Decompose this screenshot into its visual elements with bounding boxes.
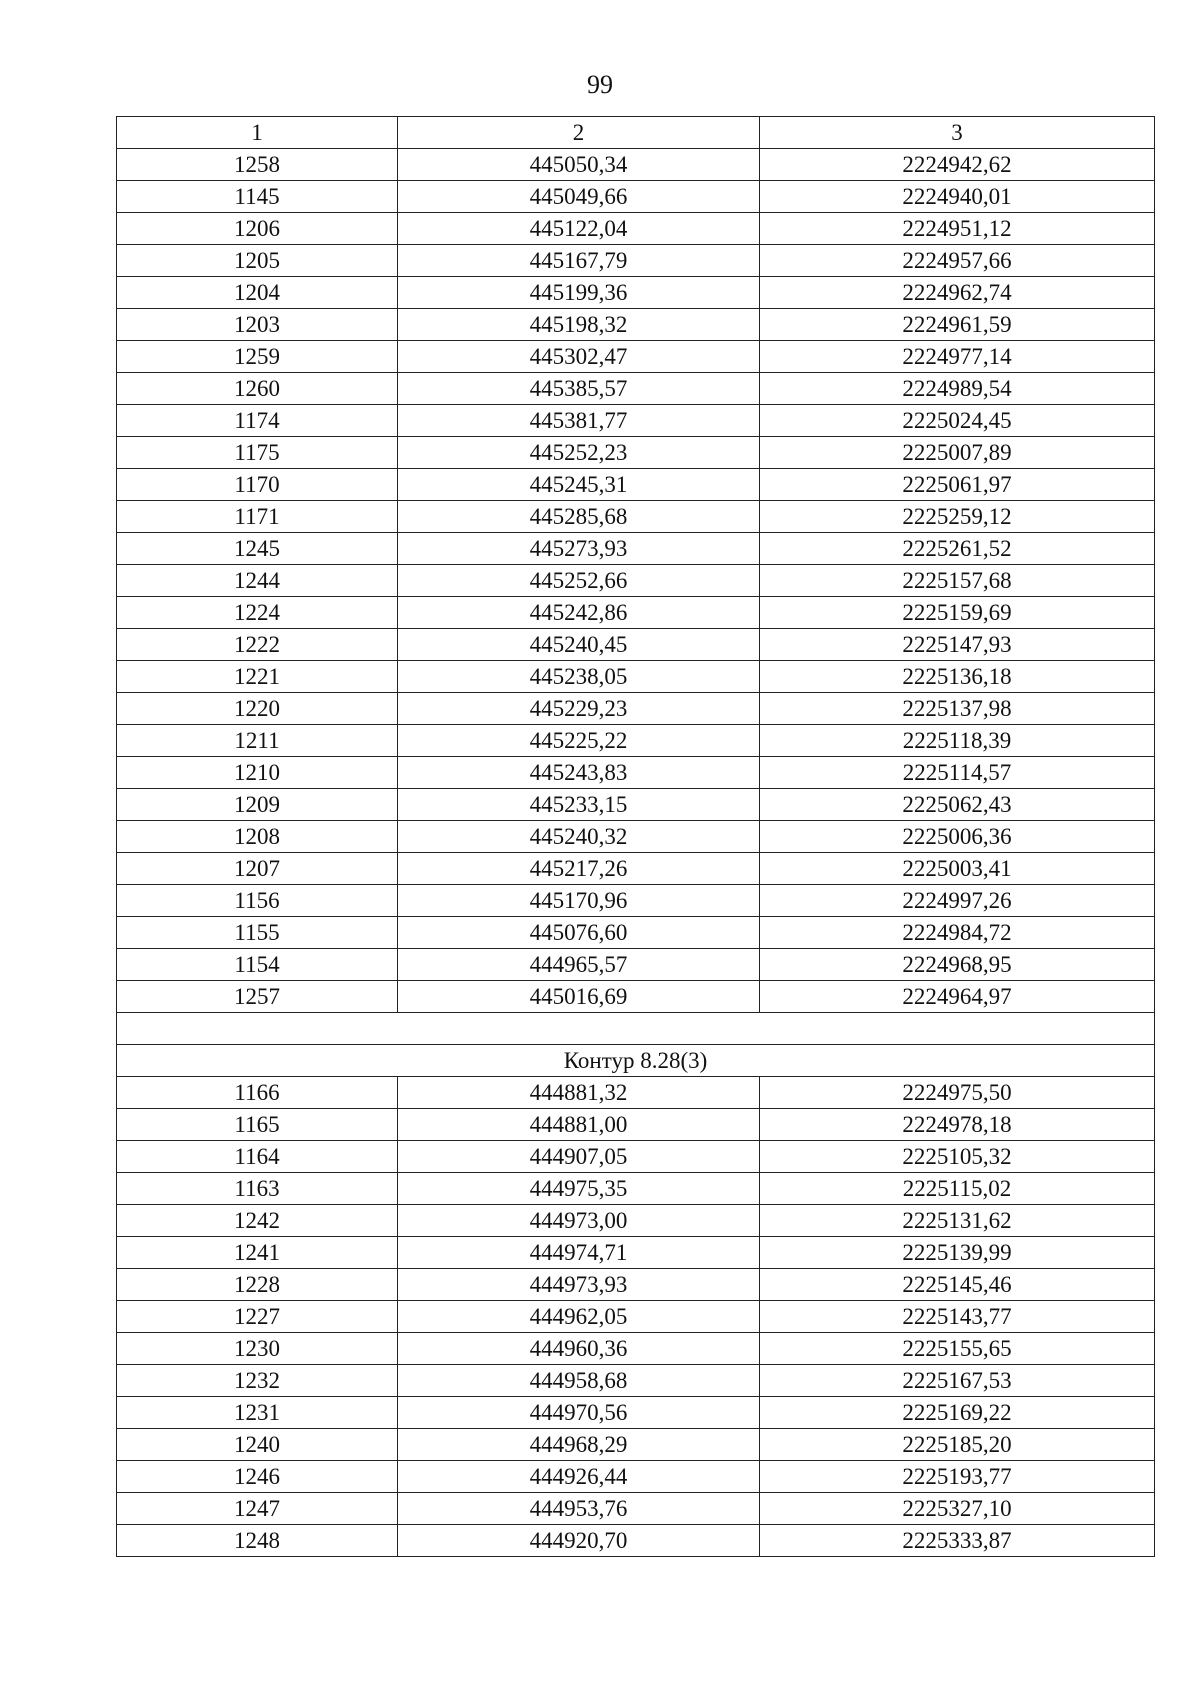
y-coordinate-cell: 2224962,74 [760, 277, 1155, 309]
point-number-cell: 1208 [117, 821, 398, 853]
point-number-cell: 1154 [117, 949, 398, 981]
x-coordinate-cell: 445016,69 [398, 981, 760, 1013]
point-number-cell: 1221 [117, 661, 398, 693]
y-coordinate-cell: 2225193,77 [760, 1461, 1155, 1493]
table-row [117, 277, 1155, 309]
table-row [117, 693, 1155, 725]
y-coordinate-cell: 2225115,02 [760, 1173, 1155, 1205]
y-coordinate-cell: 2225159,69 [760, 597, 1155, 629]
y-coordinate-cell: 2224989,54 [760, 373, 1155, 405]
point-number-cell: 1170 [117, 469, 398, 501]
table-row [117, 661, 1155, 693]
table-row [117, 181, 1155, 213]
x-coordinate-cell: 445233,15 [398, 789, 760, 821]
x-coordinate-cell: 445245,31 [398, 469, 760, 501]
x-coordinate-cell: 444973,00 [398, 1205, 760, 1237]
x-coordinate-cell: 445076,60 [398, 917, 760, 949]
table-row [117, 405, 1155, 437]
y-coordinate-cell: 2225062,43 [760, 789, 1155, 821]
empty-separator-row [117, 1013, 1155, 1045]
point-number-cell: 1145 [117, 181, 398, 213]
point-number-cell: 1244 [117, 565, 398, 597]
y-coordinate-cell: 2225185,20 [760, 1429, 1155, 1461]
y-coordinate-cell: 2225137,98 [760, 693, 1155, 725]
x-coordinate-cell: 445242,86 [398, 597, 760, 629]
x-coordinate-cell: 445049,66 [398, 181, 760, 213]
y-coordinate-cell: 2224951,12 [760, 213, 1155, 245]
x-coordinate-cell: 445217,26 [398, 853, 760, 885]
point-number-cell: 1175 [117, 437, 398, 469]
table-row [117, 1109, 1155, 1141]
point-number-cell: 1227 [117, 1301, 398, 1333]
x-coordinate-cell: 445273,93 [398, 533, 760, 565]
point-number-cell: 1224 [117, 597, 398, 629]
point-number-cell: 1248 [117, 1525, 398, 1557]
y-coordinate-cell: 2225333,87 [760, 1525, 1155, 1557]
table-row [117, 469, 1155, 501]
table-row [117, 1365, 1155, 1397]
table-row [117, 309, 1155, 341]
table-row [117, 981, 1155, 1013]
x-coordinate-cell: 444953,76 [398, 1493, 760, 1525]
x-coordinate-cell: 445167,79 [398, 245, 760, 277]
x-coordinate-cell: 445240,45 [398, 629, 760, 661]
table-row [117, 1141, 1155, 1173]
point-number-cell: 1204 [117, 277, 398, 309]
point-number-cell: 1171 [117, 501, 398, 533]
y-coordinate-cell: 2225007,89 [760, 437, 1155, 469]
table-row [117, 1173, 1155, 1205]
y-coordinate-cell: 2225327,10 [760, 1493, 1155, 1525]
y-coordinate-cell: 2224968,95 [760, 949, 1155, 981]
table-header-row [117, 117, 1155, 149]
x-coordinate-cell: 444975,35 [398, 1173, 760, 1205]
x-coordinate-cell: 445252,66 [398, 565, 760, 597]
y-coordinate-cell: 2225139,99 [760, 1237, 1155, 1269]
y-coordinate-cell: 2225114,57 [760, 757, 1155, 789]
x-coordinate-cell: 445252,23 [398, 437, 760, 469]
y-coordinate-cell: 2225003,41 [760, 853, 1155, 885]
x-coordinate-cell: 445243,83 [398, 757, 760, 789]
table-row [117, 1525, 1155, 1557]
point-number-cell: 1163 [117, 1173, 398, 1205]
point-number-cell: 1209 [117, 789, 398, 821]
x-coordinate-cell: 444965,57 [398, 949, 760, 981]
point-number-cell: 1257 [117, 981, 398, 1013]
x-coordinate-cell: 445122,04 [398, 213, 760, 245]
x-coordinate-cell: 445240,32 [398, 821, 760, 853]
x-coordinate-cell: 445381,77 [398, 405, 760, 437]
point-number-cell: 1228 [117, 1269, 398, 1301]
x-coordinate-cell: 444907,05 [398, 1141, 760, 1173]
table-row [117, 885, 1155, 917]
point-number-cell: 1205 [117, 245, 398, 277]
y-coordinate-cell: 2225136,18 [760, 661, 1155, 693]
point-number-cell: 1241 [117, 1237, 398, 1269]
y-coordinate-cell: 2225061,97 [760, 469, 1155, 501]
x-coordinate-cell: 444960,36 [398, 1333, 760, 1365]
table-row [117, 1077, 1155, 1109]
table-row [117, 1397, 1155, 1429]
y-coordinate-cell: 2224975,50 [760, 1077, 1155, 1109]
point-number-cell: 1210 [117, 757, 398, 789]
point-number-cell: 1206 [117, 213, 398, 245]
table-row [117, 725, 1155, 757]
point-number-cell: 1259 [117, 341, 398, 373]
point-number-cell: 1247 [117, 1493, 398, 1525]
coordinates-table [116, 116, 1155, 1557]
x-coordinate-cell: 445050,34 [398, 149, 760, 181]
y-coordinate-cell: 2225155,65 [760, 1333, 1155, 1365]
table-row [117, 213, 1155, 245]
point-number-cell: 1242 [117, 1205, 398, 1237]
table-row [117, 597, 1155, 629]
table-row [117, 437, 1155, 469]
point-number-cell: 1232 [117, 1365, 398, 1397]
point-number-cell: 1164 [117, 1141, 398, 1173]
table-row [117, 789, 1155, 821]
coordinates-table-body [117, 117, 1155, 1557]
table-row [117, 757, 1155, 789]
point-number-cell: 1165 [117, 1109, 398, 1141]
table-row [117, 1301, 1155, 1333]
point-number-cell: 1155 [117, 917, 398, 949]
table-row [117, 1493, 1155, 1525]
point-number-cell: 1211 [117, 725, 398, 757]
x-coordinate-cell: 445302,47 [398, 341, 760, 373]
table-row [117, 821, 1155, 853]
header-cell-x: 2 [398, 117, 760, 149]
table-row [117, 1237, 1155, 1269]
table-row [117, 1333, 1155, 1365]
y-coordinate-cell: 2225024,45 [760, 405, 1155, 437]
x-coordinate-cell: 444958,68 [398, 1365, 760, 1397]
y-coordinate-cell: 2225157,68 [760, 565, 1155, 597]
y-coordinate-cell: 2224964,97 [760, 981, 1155, 1013]
table-row [117, 853, 1155, 885]
point-number-cell: 1156 [117, 885, 398, 917]
table-row [117, 1205, 1155, 1237]
y-coordinate-cell: 2224961,59 [760, 309, 1155, 341]
x-coordinate-cell: 445199,36 [398, 277, 760, 309]
table-row [117, 629, 1155, 661]
table-row [117, 533, 1155, 565]
header-cell-point: 1 [117, 117, 398, 149]
table-row [117, 1269, 1155, 1301]
x-coordinate-cell: 444970,56 [398, 1397, 760, 1429]
page-number: 99 [587, 70, 613, 99]
x-coordinate-cell: 444920,70 [398, 1525, 760, 1557]
y-coordinate-cell: 2224957,66 [760, 245, 1155, 277]
y-coordinate-cell: 2225147,93 [760, 629, 1155, 661]
point-number-cell: 1174 [117, 405, 398, 437]
x-coordinate-cell: 444881,32 [398, 1077, 760, 1109]
y-coordinate-cell: 2225143,77 [760, 1301, 1155, 1333]
point-number-cell: 1240 [117, 1429, 398, 1461]
y-coordinate-cell: 2224942,62 [760, 149, 1155, 181]
y-coordinate-cell: 2225131,62 [760, 1205, 1155, 1237]
section-title-row [117, 1045, 1155, 1077]
table-row [117, 917, 1155, 949]
y-coordinate-cell: 2224940,01 [760, 181, 1155, 213]
empty-separator [117, 1013, 1155, 1045]
table-row [117, 373, 1155, 405]
x-coordinate-cell: 444881,00 [398, 1109, 760, 1141]
y-coordinate-cell: 2225145,46 [760, 1269, 1155, 1301]
x-coordinate-cell: 445285,68 [398, 501, 760, 533]
y-coordinate-cell: 2225006,36 [760, 821, 1155, 853]
y-coordinate-cell: 2224997,26 [760, 885, 1155, 917]
y-coordinate-cell: 2225118,39 [760, 725, 1155, 757]
x-coordinate-cell: 445170,96 [398, 885, 760, 917]
table-row [117, 1461, 1155, 1493]
x-coordinate-cell: 445238,05 [398, 661, 760, 693]
point-number-cell: 1220 [117, 693, 398, 725]
y-coordinate-cell: 2225259,12 [760, 501, 1155, 533]
table-row [117, 501, 1155, 533]
table-row [117, 245, 1155, 277]
point-number-cell: 1166 [117, 1077, 398, 1109]
point-number-cell: 1258 [117, 149, 398, 181]
table-row [117, 565, 1155, 597]
point-number-cell: 1246 [117, 1461, 398, 1493]
x-coordinate-cell: 445225,22 [398, 725, 760, 757]
y-coordinate-cell: 2225105,32 [760, 1141, 1155, 1173]
table-row [117, 149, 1155, 181]
point-number-cell: 1203 [117, 309, 398, 341]
y-coordinate-cell: 2225169,22 [760, 1397, 1155, 1429]
y-coordinate-cell: 2224984,72 [760, 917, 1155, 949]
x-coordinate-cell: 445198,32 [398, 309, 760, 341]
x-coordinate-cell: 444968,29 [398, 1429, 760, 1461]
point-number-cell: 1260 [117, 373, 398, 405]
x-coordinate-cell: 445385,57 [398, 373, 760, 405]
table-row [117, 1429, 1155, 1461]
point-number-cell: 1222 [117, 629, 398, 661]
point-number-cell: 1207 [117, 853, 398, 885]
table-row [117, 341, 1155, 373]
x-coordinate-cell: 444926,44 [398, 1461, 760, 1493]
x-coordinate-cell: 444973,93 [398, 1269, 760, 1301]
point-number-cell: 1231 [117, 1397, 398, 1429]
x-coordinate-cell: 444962,05 [398, 1301, 760, 1333]
x-coordinate-cell: 445229,23 [398, 693, 760, 725]
table-row [117, 949, 1155, 981]
y-coordinate-cell: 2225261,52 [760, 533, 1155, 565]
x-coordinate-cell: 444974,71 [398, 1237, 760, 1269]
y-coordinate-cell: 2224978,18 [760, 1109, 1155, 1141]
point-number-cell: 1245 [117, 533, 398, 565]
y-coordinate-cell: 2225167,53 [760, 1365, 1155, 1397]
header-cell-y: 3 [760, 117, 1155, 149]
section-title: Контур 8.28(3) [117, 1045, 1155, 1077]
y-coordinate-cell: 2224977,14 [760, 341, 1155, 373]
point-number-cell: 1230 [117, 1333, 398, 1365]
